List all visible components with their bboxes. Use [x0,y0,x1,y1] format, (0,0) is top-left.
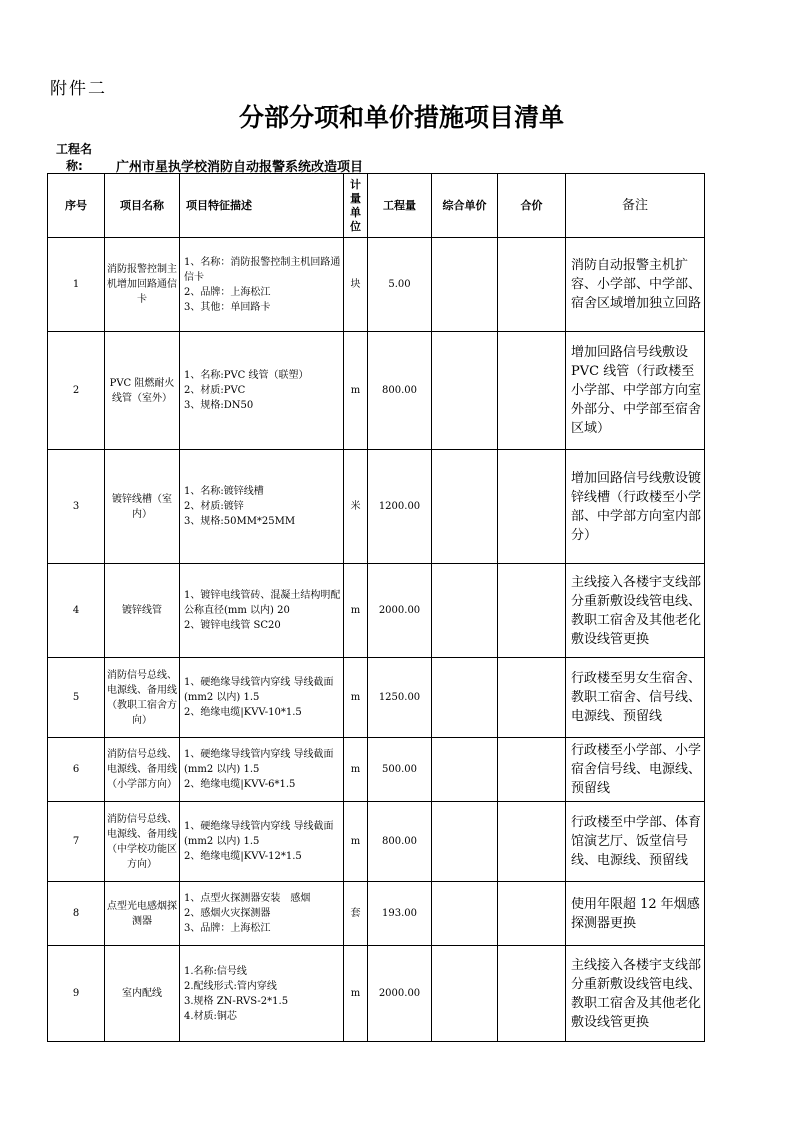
row-unit-price [432,738,498,802]
row-unit-price [432,802,498,882]
feature-line: 1、硬绝缘导线管内穿线 导线截面(mm2 以内) 1.5 [184,749,334,775]
row-unit: 块 [344,238,368,332]
row-note: 增加回路信号线敷设镀锌线槽（行政楼至小学部、中学部方向室内部分） [566,450,705,564]
row-index: 6 [48,738,105,802]
table-row [48,738,705,802]
row-index: 8 [48,882,105,946]
feature-line: 3、其他：单回路卡 [184,301,271,313]
row-name: 消防报警控制主机增加回路通信卡 [105,238,180,332]
col-header-name: 项目名称 [105,174,180,238]
feature-line: 3.规格 ZN-RVS-2*1.5 [184,995,289,1007]
row-total [498,882,566,946]
row-unit-price [432,450,498,564]
feature-line: 2、品牌：上海松江 [184,286,271,298]
row-name: 室内配线 [105,946,180,1042]
row-feature [180,802,344,882]
feature-line: 1、名称:PVC 线管（联塑） [184,370,309,381]
row-quantity: 800.00 [368,332,432,450]
row-name: 消防信号总线、电源线、备用线（小学部方向） [105,738,180,802]
col-header-unit: 计量单位 [344,174,368,238]
feature-line: 3、规格:DN50 [184,400,254,411]
row-total [498,564,566,658]
feature-line: 2、绝缘电缆|KVV-6*1.5 [184,779,296,790]
feature-line: 2、感烟火灾探测器 [184,908,271,919]
table-row [48,564,705,658]
table-row [48,882,705,946]
feature-line: 1、硬绝缘导线管内穿线 导线截面(mm2 以内) 1.5 [184,821,334,847]
feature-line: 1、硬绝缘导线管内穿线 导线截面(mm2 以内) 1.5 [184,677,334,703]
row-feature [180,658,344,738]
row-total [498,332,566,450]
row-unit-price [432,238,498,332]
row-feature [180,332,344,450]
feature-line: 2、绝缘电缆|KVV-10*1.5 [184,707,302,718]
row-unit: m [344,738,368,802]
row-feature [180,238,344,332]
col-header-note: 备注 [566,174,705,238]
row-quantity: 5.00 [368,238,432,332]
row-name: 镀锌线槽（室内） [105,450,180,564]
feature-line: 2、镀锌电线管 SC20 [184,620,281,631]
row-note: 增加回路信号线敷设 PVC 线管（行政楼至小学部、中学部方向室外部分、中学部至宿舍区域） [566,332,705,450]
row-unit: m [344,564,368,658]
col-header-quantity: 工程量 [368,174,432,238]
feature-line: 1、点型火探测器安装 感烟 [184,893,311,904]
row-note: 行政楼至中学部、体育馆演艺厅、饭堂信号线、电源线、预留线 [566,802,705,882]
feature-line: 2、绝缘电缆|KVV-12*1.5 [184,851,302,862]
attachment-label: 附件二 [50,79,107,99]
feature-line: 1、名称:镀锌线槽 [184,486,264,497]
row-feature [180,946,344,1042]
row-unit-price [432,946,498,1042]
row-feature [180,738,344,802]
row-total [498,802,566,882]
row-total [498,450,566,564]
row-unit-price [432,658,498,738]
row-quantity: 500.00 [368,738,432,802]
table-row [48,802,705,882]
col-header-feature: 项目特征描述 [180,174,344,238]
items-table [47,173,705,1042]
row-unit-price [432,564,498,658]
row-note: 行政楼至小学部、小学宿舍信号线、电源线、预留线 [566,738,705,802]
feature-line: 2、材质:PVC [184,385,246,396]
row-index: 2 [48,332,105,450]
row-total [498,946,566,1042]
project-label-line1: 工程名 [56,142,93,156]
row-total [498,658,566,738]
feature-line: 2.配线形式:管内穿线 [184,980,277,992]
table-row [48,332,705,450]
row-unit: 米 [344,450,368,564]
row-unit: m [344,658,368,738]
col-header-unit-price: 综合单价 [432,174,498,238]
feature-line: 3、品牌：上海松江 [184,923,271,934]
col-header-index: 序号 [48,174,105,238]
row-feature [180,564,344,658]
project-label-line2: 称: [66,159,83,173]
col-header-total: 合价 [498,174,566,238]
row-unit: m [344,802,368,882]
row-index: 1 [48,238,105,332]
feature-line: 1.名称:信号线 [184,965,247,977]
row-name: 点型光电感烟探测器 [105,882,180,946]
feature-line: 3、规格:50MM*25MM [184,516,296,527]
row-unit: m [344,946,368,1042]
row-name: 消防信号总线、电源线、备用线（教职工宿舍方向） [105,658,180,738]
row-quantity: 1200.00 [368,450,432,564]
row-index: 3 [48,450,105,564]
row-note: 主线接入各楼宇支线部分重新敷设线管电线、教职工宿舍及其他老化敷设线管更换 [566,564,705,658]
feature-line: 2、材质:镀锌 [184,501,244,512]
row-note: 主线接入各楼宇支线部分重新敷设线管电线、教职工宿舍及其他老化敷设线管更换 [566,946,705,1042]
table-row [48,450,705,564]
row-unit-price [432,332,498,450]
row-index: 7 [48,802,105,882]
row-unit: m [344,332,368,450]
row-note: 消防自动报警主机扩容、小学部、中学部、宿舍区域增加独立回路 [566,238,705,332]
row-quantity: 800.00 [368,802,432,882]
row-feature [180,882,344,946]
row-total [498,738,566,802]
row-unit-price [432,882,498,946]
feature-line: 1、镀锌电线管砖、混凝土结构明配 公称直径(mm 以内) 20 [184,590,341,616]
row-unit: 套 [344,882,368,946]
feature-line: 4.材质:铜芯 [184,1010,237,1022]
row-quantity: 193.00 [368,882,432,946]
table-row [48,238,705,332]
project-name: 广州市星执学校消防自动报警系统改造项目 [116,160,364,175]
row-quantity: 2000.00 [368,564,432,658]
row-feature [180,450,344,564]
row-name: 镀锌线管 [105,564,180,658]
feature-line: 1、名称：消防报警控制主机回路通信卡 [184,256,341,283]
page-title: 分部分项和单价措施项目清单 [238,103,564,132]
row-quantity: 2000.00 [368,946,432,1042]
row-name: PVC 阻燃耐火线管（室外） [105,332,180,450]
row-name: 消防信号总线、电源线、备用线（中学校功能区方向） [105,802,180,882]
row-note: 使用年限超 12 年烟感探测器更换 [566,882,705,946]
table-row [48,946,705,1042]
row-index: 4 [48,564,105,658]
row-total [498,238,566,332]
table-row [48,658,705,738]
row-index: 9 [48,946,105,1042]
row-index: 5 [48,658,105,738]
row-note: 行政楼至男女生宿舍、教职工宿舍、信号线、电源线、预留线 [566,658,705,738]
row-quantity: 1250.00 [368,658,432,738]
